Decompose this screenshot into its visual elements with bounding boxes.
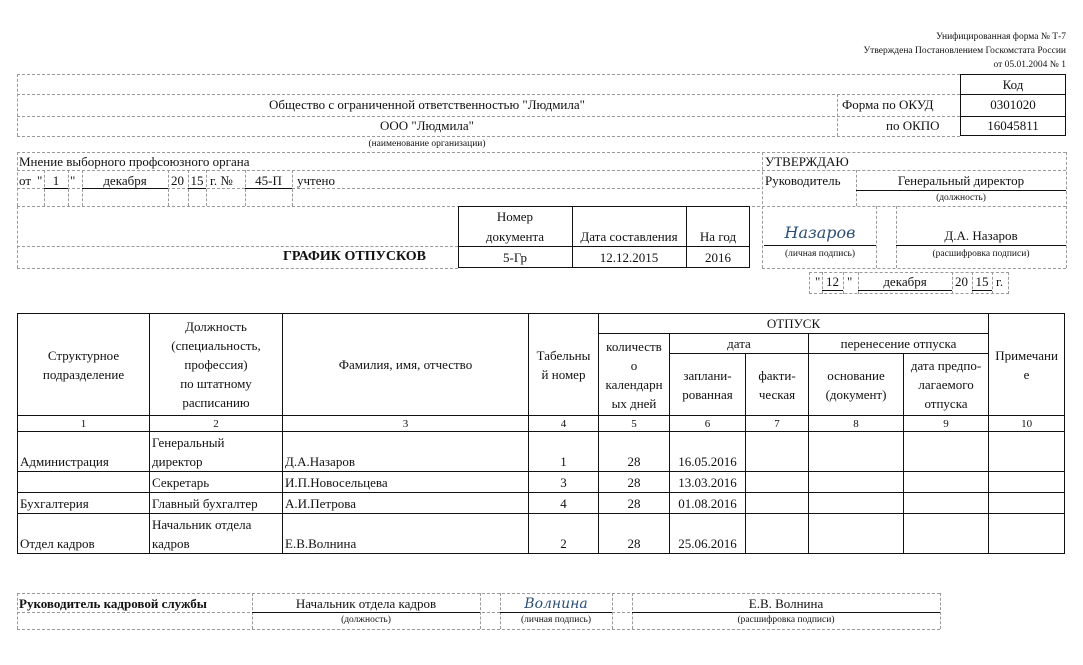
doc-col-year: На год bbox=[699, 229, 737, 244]
form-note-line1: Унифицированная форма № Т-7 bbox=[936, 32, 1066, 42]
cell-position: Начальник отдела кадров bbox=[150, 514, 283, 554]
union-number: 45-П bbox=[255, 173, 282, 188]
approval-position: Генеральный директор bbox=[897, 173, 1025, 188]
approval-position-caption: (должность) bbox=[936, 193, 986, 203]
cell-planned: 25.06.2016 bbox=[670, 514, 746, 554]
approval-month: декабря bbox=[883, 274, 927, 289]
document-title: ГРАФИК ОТПУСКОВ bbox=[283, 249, 426, 264]
cell-actual bbox=[746, 472, 809, 493]
vacation-table bbox=[17, 313, 1065, 554]
approval-day: 12 bbox=[826, 274, 839, 289]
approval-title: УТВЕРЖДАЮ bbox=[765, 154, 849, 169]
union-year-suffix: 15 bbox=[190, 173, 204, 188]
approval-role-label: Руководитель bbox=[765, 173, 841, 188]
col-number: 8 bbox=[809, 416, 904, 432]
union-from-label: от bbox=[19, 173, 32, 188]
cell-actual bbox=[746, 432, 809, 472]
cell-reason bbox=[809, 472, 904, 493]
hr-head-signature-caption: (личная подпись) bbox=[520, 615, 592, 625]
kod-label: Код bbox=[1002, 77, 1024, 92]
col-number: 1 bbox=[18, 416, 150, 432]
form-note-line2: Утверждена Постановлением Госкомстата России bbox=[863, 46, 1066, 56]
doc-col-date: Дата составления bbox=[580, 229, 678, 244]
cell-expected bbox=[904, 472, 989, 493]
header-position: Должность (специальность, профессия) по штатному расписанию bbox=[150, 314, 283, 416]
col-number: 2 bbox=[150, 416, 283, 432]
table-row bbox=[18, 493, 1065, 514]
cell-reason bbox=[809, 514, 904, 554]
header-expected: дата предпо- лагаемого отпуска bbox=[904, 354, 989, 416]
approval-quote-close: " bbox=[847, 274, 853, 289]
union-status: учтено bbox=[297, 173, 335, 188]
cell-division: Бухгалтерия bbox=[18, 493, 150, 514]
cell-division bbox=[18, 472, 150, 493]
approval-signature: Назаров bbox=[784, 223, 856, 242]
header-days: количеств о календарн ых дней bbox=[599, 334, 670, 416]
col-number: 6 bbox=[670, 416, 746, 432]
hr-head-name-caption: (расшифровка подписи) bbox=[737, 615, 835, 625]
cell-days: 28 bbox=[599, 514, 670, 554]
cell-position: Генеральный директор bbox=[150, 432, 283, 472]
okpo-label: по ОКПО bbox=[886, 118, 940, 133]
cell-planned: 13.03.2016 bbox=[670, 472, 746, 493]
okud-value: 0301020 bbox=[990, 97, 1036, 112]
approval-year-suffix: 15 bbox=[975, 274, 989, 289]
header-actual: факти- ческая bbox=[746, 354, 809, 416]
approval-name-caption: (расшифровка подписи) bbox=[932, 249, 1030, 259]
header-date: дата bbox=[670, 334, 809, 354]
header-transfer: перенесение отпуска bbox=[809, 334, 989, 354]
col-number: 3 bbox=[283, 416, 529, 432]
cell-notes bbox=[989, 472, 1065, 493]
organization-full-name: Общество с ограниченной ответственностью "Людмила" bbox=[269, 97, 585, 112]
cell-tab: 3 bbox=[529, 472, 599, 493]
approval-name: Д.А. Назаров bbox=[944, 228, 1018, 243]
cell-expected bbox=[904, 432, 989, 472]
cell-tab: 4 bbox=[529, 493, 599, 514]
cell-fio: А.И.Петрова bbox=[283, 493, 529, 514]
cell-fio: Д.А.Назаров bbox=[283, 432, 529, 472]
cell-notes bbox=[989, 514, 1065, 554]
cell-fio: Е.В.Волнина bbox=[283, 514, 529, 554]
cell-reason bbox=[809, 493, 904, 514]
cell-fio: И.П.Новосельцева bbox=[283, 472, 529, 493]
hr-head-label: Руководитель кадровой службы bbox=[19, 596, 207, 611]
col-number: 9 bbox=[904, 416, 989, 432]
union-day: 1 bbox=[52, 173, 60, 188]
union-year-label: г. № bbox=[210, 173, 233, 188]
hr-head-position-caption: (должность) bbox=[341, 615, 391, 625]
form-note-line3: от 05.01.2004 № 1 bbox=[993, 60, 1066, 70]
header-notes: Примечани е bbox=[989, 314, 1065, 416]
column-numbers-row bbox=[18, 416, 1065, 432]
header-planned: заплани- рованная bbox=[670, 354, 746, 416]
cell-division: Администрация bbox=[18, 432, 150, 472]
cell-planned: 16.05.2016 bbox=[670, 432, 746, 472]
approval-quote-open: " bbox=[815, 274, 821, 289]
organization-short-name: ООО "Людмила" bbox=[380, 118, 474, 133]
header-fio: Фамилия, имя, отчество bbox=[283, 314, 529, 416]
doc-year: 2016 bbox=[705, 250, 731, 265]
col-number: 7 bbox=[746, 416, 809, 432]
okpo-value: 16045811 bbox=[987, 118, 1039, 133]
header-vacation: ОТПУСК bbox=[599, 314, 989, 334]
union-month: декабря bbox=[103, 173, 147, 188]
cell-actual bbox=[746, 493, 809, 514]
table-row bbox=[18, 514, 1065, 554]
approval-signature-caption: (личная подпись) bbox=[784, 249, 856, 259]
organization-caption: (наименование организации) bbox=[368, 139, 486, 149]
union-opinion-title: Мнение выборного профсоюзного органа bbox=[19, 154, 250, 169]
cell-division: Отдел кадров bbox=[18, 514, 150, 554]
cell-days: 28 bbox=[599, 472, 670, 493]
hr-head-name: Е.В. Волнина bbox=[748, 596, 824, 611]
doc-number: 5-Гр bbox=[502, 250, 528, 265]
approval-year-label: г. bbox=[996, 274, 1004, 289]
union-quote-open: " bbox=[37, 173, 43, 188]
okud-label: Форма по ОКУД bbox=[842, 97, 934, 112]
cell-position: Секретарь bbox=[150, 472, 283, 493]
union-quote-close: " bbox=[70, 173, 76, 188]
cell-tab: 1 bbox=[529, 432, 599, 472]
cell-notes bbox=[989, 432, 1065, 472]
header-reason: основание (документ) bbox=[809, 354, 904, 416]
cell-position: Главный бухгалтер bbox=[150, 493, 283, 514]
cell-notes bbox=[989, 493, 1065, 514]
cell-actual bbox=[746, 514, 809, 554]
doc-col-number-2: документа bbox=[485, 229, 545, 244]
cell-days: 28 bbox=[599, 432, 670, 472]
doc-col-number-1: Номер bbox=[496, 209, 534, 224]
table-row bbox=[18, 472, 1065, 493]
cell-expected bbox=[904, 514, 989, 554]
col-number: 4 bbox=[529, 416, 599, 432]
cell-tab: 2 bbox=[529, 514, 599, 554]
hr-head-signature: Волнина bbox=[524, 596, 588, 612]
header-division: Структурное подразделение bbox=[18, 314, 150, 416]
doc-date: 12.12.2015 bbox=[599, 250, 659, 265]
cell-planned: 01.08.2016 bbox=[670, 493, 746, 514]
cell-days: 28 bbox=[599, 493, 670, 514]
approval-year-prefix: 20 bbox=[955, 274, 968, 289]
cell-expected bbox=[904, 493, 989, 514]
union-year-prefix: 20 bbox=[171, 173, 184, 188]
col-number: 5 bbox=[599, 416, 670, 432]
header-tab-number: Табельны й номер bbox=[529, 314, 599, 416]
table-row bbox=[18, 432, 1065, 472]
cell-reason bbox=[809, 432, 904, 472]
col-number: 10 bbox=[989, 416, 1065, 432]
hr-head-position: Начальник отдела кадров bbox=[295, 596, 437, 611]
